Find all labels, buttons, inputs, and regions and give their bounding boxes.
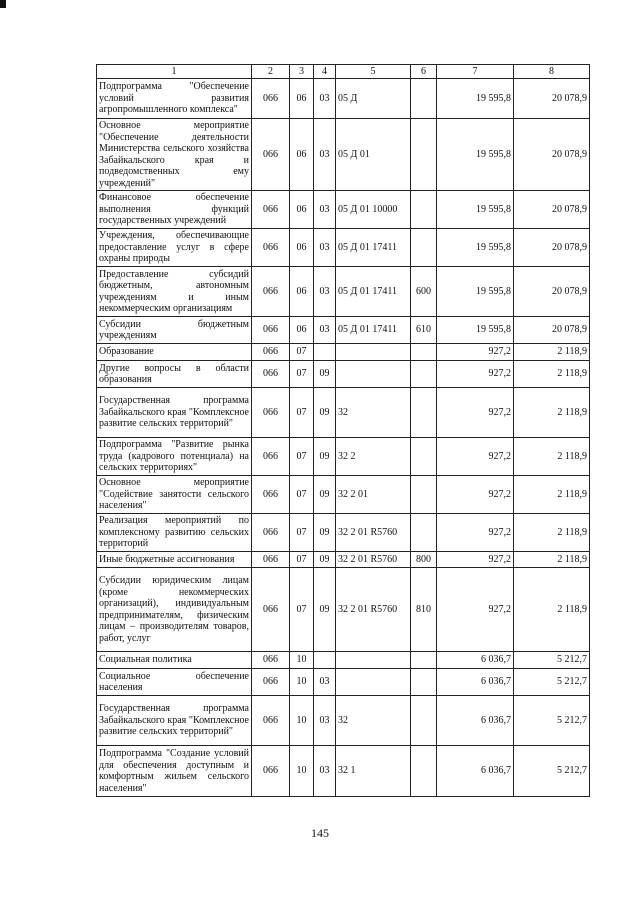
amount-year2-cell: 5 212,7 (514, 746, 590, 797)
table-row (97, 746, 590, 797)
expense-type-cell: 610 (411, 317, 437, 344)
subsection-cell (314, 652, 336, 669)
section-cell: 07 (290, 344, 314, 361)
section-cell: 10 (290, 669, 314, 696)
row-name-cell: Подпрограмма "Создание условий для обеспечения доступным и комфортным жильем сельского населения" (97, 746, 252, 797)
subsection-cell: 09 (314, 476, 336, 514)
admin-code-cell: 066 (252, 79, 290, 119)
admin-code-cell: 066 (252, 191, 290, 229)
expense-type-cell (411, 669, 437, 696)
amount-year1-cell: 19 595,8 (437, 79, 514, 119)
target-article-cell: 32 2 01 (336, 476, 411, 514)
amount-year1-cell: 927,2 (437, 514, 514, 552)
amount-year2-cell: 2 118,9 (514, 476, 590, 514)
column-header: 3 (290, 65, 314, 79)
section-cell: 06 (290, 229, 314, 267)
column-header: 2 (252, 65, 290, 79)
target-article-cell (336, 652, 411, 669)
target-article-cell: 32 (336, 388, 411, 438)
row-name-cell: Иные бюджетные ассигнования (97, 552, 252, 568)
expense-type-cell (411, 388, 437, 438)
subsection-cell: 03 (314, 317, 336, 344)
amount-year2-cell: 2 118,9 (514, 344, 590, 361)
amount-year1-cell: 927,2 (437, 568, 514, 652)
admin-code-cell: 066 (252, 229, 290, 267)
amount-year1-cell: 6 036,7 (437, 669, 514, 696)
table-row (97, 229, 590, 267)
target-article-cell: 32 2 (336, 438, 411, 476)
target-article-cell: 05 Д 01 17411 (336, 229, 411, 267)
expense-type-cell (411, 119, 437, 191)
table-row (97, 438, 590, 476)
table-body (97, 79, 590, 797)
amount-year2-cell: 2 118,9 (514, 438, 590, 476)
row-name-cell: Субсидии бюджетным учреждениям (97, 317, 252, 344)
amount-year1-cell: 927,2 (437, 361, 514, 388)
scan-corner-mark (0, 0, 6, 8)
row-name-cell: Подпрограмма "Обеспечение условий развития агропромышленного комплекса" (97, 79, 252, 119)
target-article-cell: 32 1 (336, 746, 411, 797)
row-name-cell: Реализация мероприятий по комплексному развитию сельских территорий (97, 514, 252, 552)
subsection-cell (314, 344, 336, 361)
table-row (97, 669, 590, 696)
admin-code-cell: 066 (252, 361, 290, 388)
section-cell: 07 (290, 514, 314, 552)
row-name-cell: Основное мероприятие "Содействие занятости сельского населения" (97, 476, 252, 514)
expense-type-cell (411, 344, 437, 361)
amount-year1-cell: 19 595,8 (437, 317, 514, 344)
section-cell: 06 (290, 119, 314, 191)
expense-type-cell (411, 514, 437, 552)
column-header: 5 (336, 65, 411, 79)
section-cell: 06 (290, 79, 314, 119)
target-article-cell: 05 Д 01 (336, 119, 411, 191)
row-name-cell: Государственная программа Забайкальского края "Комплексное развитие сельских территорий" (97, 388, 252, 438)
amount-year2-cell: 20 078,9 (514, 79, 590, 119)
expense-type-cell (411, 229, 437, 267)
amount-year2-cell: 20 078,9 (514, 317, 590, 344)
subsection-cell: 03 (314, 191, 336, 229)
expense-type-cell: 810 (411, 568, 437, 652)
table-row (97, 119, 590, 191)
table-row (97, 476, 590, 514)
expense-type-cell (411, 746, 437, 797)
target-article-cell: 32 2 01 R5760 (336, 552, 411, 568)
amount-year2-cell: 20 078,9 (514, 229, 590, 267)
table-row (97, 79, 590, 119)
admin-code-cell: 066 (252, 388, 290, 438)
target-article-cell: 05 Д 01 17411 (336, 267, 411, 317)
table-row (97, 361, 590, 388)
row-name-cell: Подпрограмма "Развитие рынка труда (кадрового потенциала) на сельских территориях" (97, 438, 252, 476)
table-row (97, 696, 590, 746)
subsection-cell: 09 (314, 361, 336, 388)
expense-type-cell (411, 361, 437, 388)
column-header: 6 (411, 65, 437, 79)
target-article-cell: 05 Д (336, 79, 411, 119)
expense-type-cell: 800 (411, 552, 437, 568)
amount-year1-cell: 927,2 (437, 438, 514, 476)
section-cell: 07 (290, 438, 314, 476)
section-cell: 07 (290, 552, 314, 568)
admin-code-cell: 066 (252, 669, 290, 696)
row-name-cell: Другие вопросы в области образования (97, 361, 252, 388)
expense-type-cell (411, 652, 437, 669)
column-header: 4 (314, 65, 336, 79)
table-row (97, 652, 590, 669)
table-row (97, 344, 590, 361)
section-cell: 07 (290, 568, 314, 652)
amount-year1-cell: 927,2 (437, 344, 514, 361)
expense-type-cell (411, 438, 437, 476)
admin-code-cell: 066 (252, 514, 290, 552)
admin-code-cell: 066 (252, 119, 290, 191)
table-row (97, 514, 590, 552)
amount-year2-cell: 2 118,9 (514, 552, 590, 568)
column-number-row (97, 65, 590, 79)
amount-year2-cell: 20 078,9 (514, 267, 590, 317)
subsection-cell: 09 (314, 568, 336, 652)
row-name-cell: Учреждения, обеспечивающие предоставление услуг в сфере охраны природы (97, 229, 252, 267)
column-header: 1 (97, 65, 252, 79)
amount-year2-cell: 5 212,7 (514, 696, 590, 746)
amount-year1-cell: 927,2 (437, 388, 514, 438)
subsection-cell: 09 (314, 552, 336, 568)
subsection-cell: 03 (314, 267, 336, 317)
page-number: 145 (311, 826, 329, 840)
admin-code-cell: 066 (252, 652, 290, 669)
row-name-cell: Государственная программа Забайкальского края "Комплексное развитие сельских территорий" (97, 696, 252, 746)
expense-type-cell (411, 696, 437, 746)
subsection-cell: 09 (314, 438, 336, 476)
target-article-cell (336, 361, 411, 388)
section-cell: 06 (290, 267, 314, 317)
section-cell: 10 (290, 652, 314, 669)
amount-year2-cell: 2 118,9 (514, 388, 590, 438)
section-cell: 07 (290, 361, 314, 388)
target-article-cell: 05 Д 01 10000 (336, 191, 411, 229)
amount-year2-cell: 20 078,9 (514, 119, 590, 191)
section-cell: 06 (290, 317, 314, 344)
amount-year1-cell: 6 036,7 (437, 696, 514, 746)
row-name-cell: Субсидии юридическим лицам (кроме некоммерческих организаций), индивидуальным предпринимателям, физическим лицам – производителям товаров, работ, услуг (97, 568, 252, 652)
table-row (97, 568, 590, 652)
target-article-cell: 05 Д 01 17411 (336, 317, 411, 344)
row-name-cell: Предоставление субсидий бюджетным, автономным учреждениям и иным некоммерческим организациям (97, 267, 252, 317)
subsection-cell: 09 (314, 514, 336, 552)
target-article-cell: 32 (336, 696, 411, 746)
expense-type-cell (411, 476, 437, 514)
subsection-cell: 09 (314, 388, 336, 438)
amount-year1-cell: 927,2 (437, 552, 514, 568)
admin-code-cell: 066 (252, 438, 290, 476)
expense-type-cell (411, 191, 437, 229)
admin-code-cell: 066 (252, 552, 290, 568)
table-row (97, 388, 590, 438)
table-row (97, 267, 590, 317)
section-cell: 07 (290, 388, 314, 438)
section-cell: 07 (290, 476, 314, 514)
target-article-cell: 32 2 01 R5760 (336, 514, 411, 552)
row-name-cell: Основное мероприятие "Обеспечение деятельности Министерства сельского хозяйства Забайкальского края и подведомственных ему учреждений" (97, 119, 252, 191)
admin-code-cell: 066 (252, 568, 290, 652)
target-article-cell: 32 2 01 R5760 (336, 568, 411, 652)
admin-code-cell: 066 (252, 696, 290, 746)
section-cell: 10 (290, 696, 314, 746)
admin-code-cell: 066 (252, 344, 290, 361)
subsection-cell: 03 (314, 669, 336, 696)
amount-year2-cell: 5 212,7 (514, 669, 590, 696)
amount-year2-cell: 2 118,9 (514, 514, 590, 552)
subsection-cell: 03 (314, 696, 336, 746)
expense-type-cell (411, 79, 437, 119)
admin-code-cell: 066 (252, 267, 290, 317)
table-row (97, 191, 590, 229)
table-row (97, 317, 590, 344)
row-name-cell: Образование (97, 344, 252, 361)
row-name-cell: Финансовое обеспечение выполнения функций государственных учреждений (97, 191, 252, 229)
amount-year1-cell: 6 036,7 (437, 652, 514, 669)
amount-year2-cell: 5 212,7 (514, 652, 590, 669)
admin-code-cell: 066 (252, 476, 290, 514)
target-article-cell (336, 669, 411, 696)
section-cell: 06 (290, 191, 314, 229)
expense-type-cell: 600 (411, 267, 437, 317)
admin-code-cell: 066 (252, 746, 290, 797)
column-header: 8 (514, 65, 590, 79)
subsection-cell: 03 (314, 79, 336, 119)
amount-year2-cell: 20 078,9 (514, 191, 590, 229)
amount-year1-cell: 927,2 (437, 476, 514, 514)
budget-table (96, 64, 590, 797)
amount-year1-cell: 19 595,8 (437, 267, 514, 317)
amount-year2-cell: 2 118,9 (514, 568, 590, 652)
amount-year1-cell: 19 595,8 (437, 119, 514, 191)
section-cell: 10 (290, 746, 314, 797)
column-header: 7 (437, 65, 514, 79)
target-article-cell (336, 344, 411, 361)
amount-year1-cell: 6 036,7 (437, 746, 514, 797)
row-name-cell: Социальная политика (97, 652, 252, 669)
amount-year2-cell: 2 118,9 (514, 361, 590, 388)
table-row (97, 552, 590, 568)
subsection-cell: 03 (314, 119, 336, 191)
subsection-cell: 03 (314, 229, 336, 267)
amount-year1-cell: 19 595,8 (437, 191, 514, 229)
subsection-cell: 03 (314, 746, 336, 797)
row-name-cell: Социальное обеспечение населения (97, 669, 252, 696)
amount-year1-cell: 19 595,8 (437, 229, 514, 267)
admin-code-cell: 066 (252, 317, 290, 344)
